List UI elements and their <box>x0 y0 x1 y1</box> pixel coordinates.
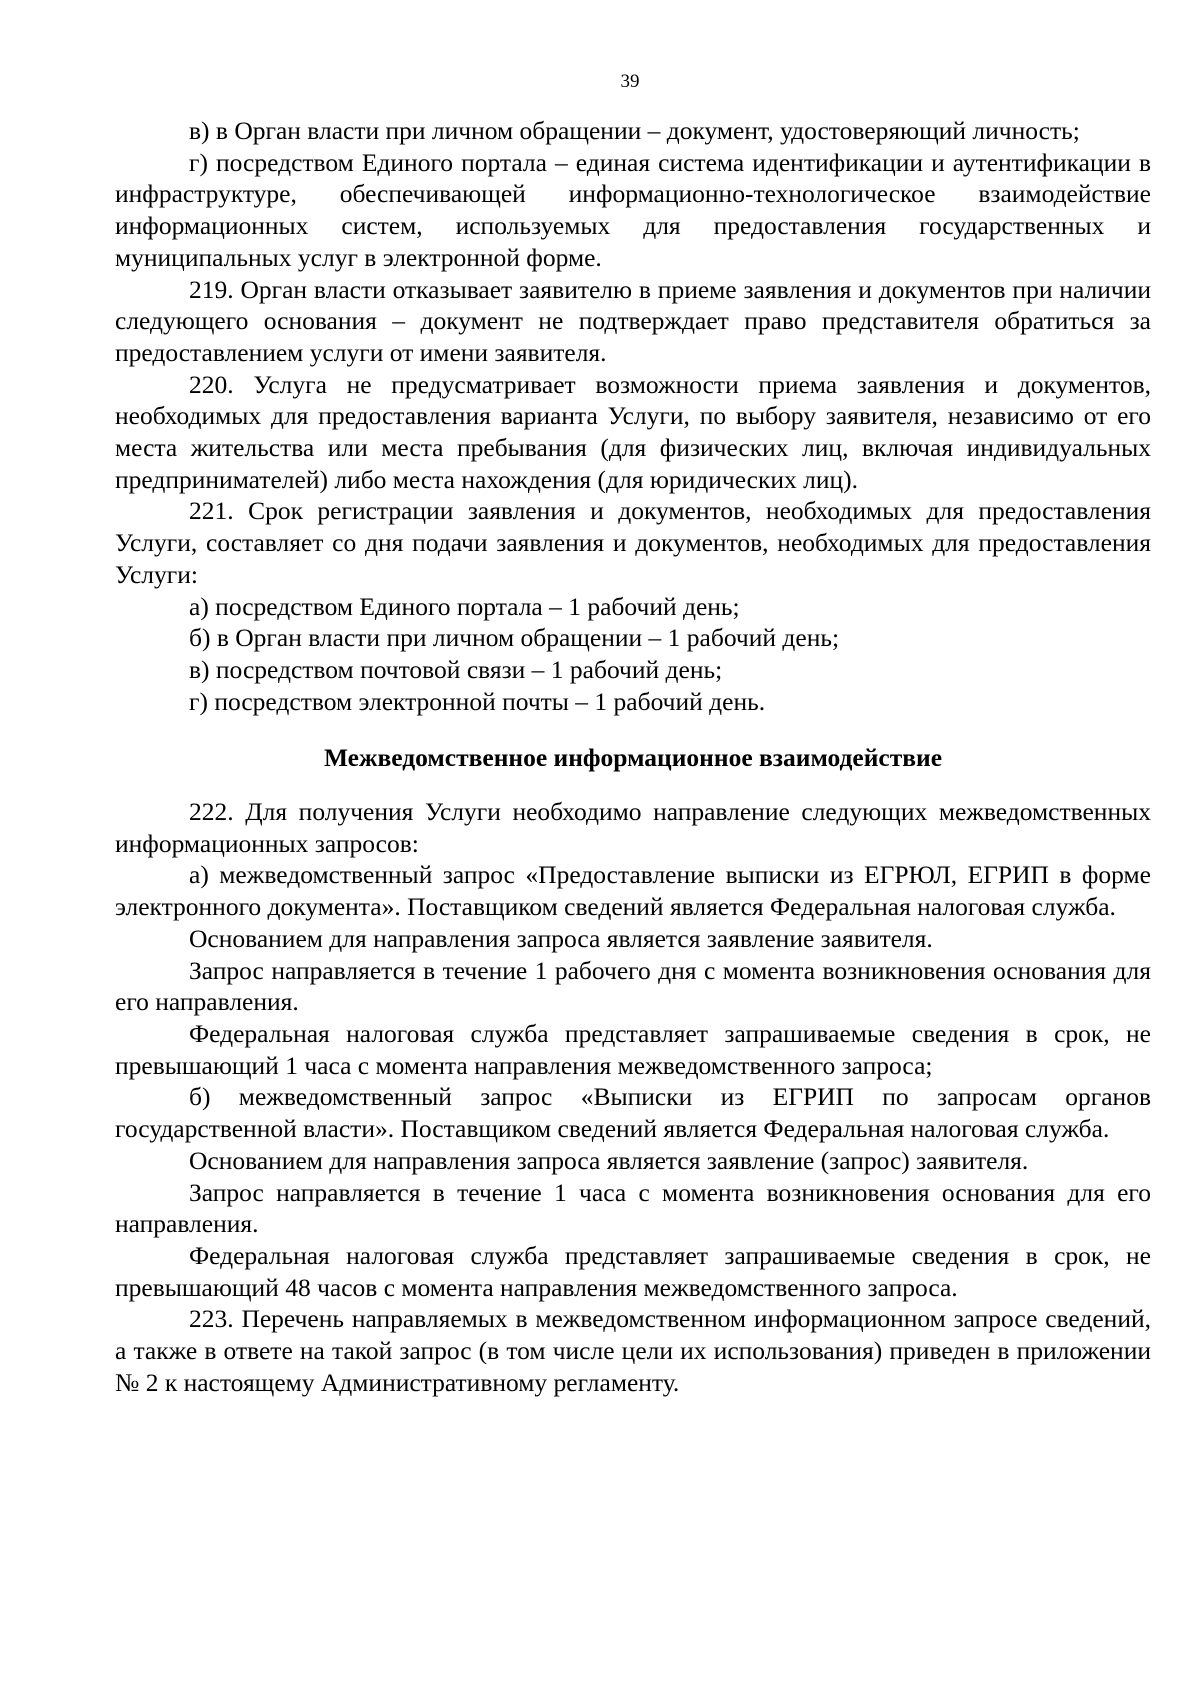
list-item-postal: в) посредством почтовой связи – 1 рабочий день; <box>189 654 723 684</box>
paragraph-request-basis-2: Основанием для направления запроса является заявление (запрос) заявителя. <box>189 1145 1029 1175</box>
paragraph-222-requests: 222. Для получения Услуги необходимо направление следующих межведомственных информационных запросов: <box>115 797 1151 858</box>
paragraph-esia-authentication: г) посредством Единого портала – единая система идентификации и аутентификации в инфраструктуре, обеспечивающей информационно-технологическое взаимодействие информационных систем, используемых для предоставления государственных и муниципальных услуг в электронной форме. <box>115 147 1151 272</box>
paragraph-request-egrip-authorities: б) межведомственный запрос «Выписки из ЕГРИП по запросам органов государственной власти». Поставщиком сведений является Федеральная налоговая служба. <box>115 1082 1151 1144</box>
list-item-portal: а) посредством Единого портала – 1 рабочий день; <box>189 591 740 621</box>
paragraph-request-timing: Запрос направляется в течение 1 рабочего дня с момента возникновения основания для его направления. <box>115 955 1151 1017</box>
page-number: 39 <box>620 71 640 92</box>
section-heading: Межведомственное информационное взаимодействие <box>323 743 943 773</box>
paragraph-219-refusal: 219. Орган власти отказывает заявителю в приеме заявления и документов при наличии следующего основания – документ не подтверждает право представителя обратиться за предоставлением услуги от имени заявителя. <box>115 274 1151 367</box>
list-item-personal-visit: б) в Орган власти при личном обращении – 1 рабочий день; <box>189 623 840 653</box>
paragraph-221-registration-term: 221. Срок регистрации заявления и документов, необходимых для предоставления Услуги, составляет со дня подачи заявления и документов, необходимых для предоставления Услуги: <box>115 496 1151 589</box>
document-body <box>115 115 1151 1398</box>
paragraph-223-appendix: 223. Перечень направляемых в межведомственном информационном запросе сведений, а также в ответе на такой запрос (в том числе цели их использования) приведен в приложении № 2 к настоящему Административному регламенту. <box>115 1304 1151 1397</box>
paragraph-identity-document: в) в Орган власти при личном обращении – документ, удостоверяющий личность; <box>189 116 1080 145</box>
paragraph-response-timing: Федеральная налоговая служба представляет запрашиваемые сведения в срок, не превышающий 1 часа с момента направления межведомственного запроса; <box>115 1018 1151 1080</box>
list-item-email: г) посредством электронной почты – 1 рабочий день. <box>189 686 766 716</box>
paragraph-220-extraterritorial: 220. Услуга не предусматривает возможности приема заявления и документов, необходимых для предоставления варианта Услуги, по выбору заявителя, независимо от его места жительства или места пребывания (для физических лиц, включая индивидуальных предпринимателей) либо места нахождения (для юридических лиц). <box>115 369 1151 494</box>
paragraph-request-egrul-egrip: а) межведомственный запрос «Предоставление выписки из ЕГРЮЛ, ЕГРИП в форме электронного документа». Поставщиком сведений является Федеральная налоговая служба. <box>115 860 1151 922</box>
paragraph-request-timing-2: Запрос направляется в течение 1 часа с момента возникновения основания для его направления. <box>115 1177 1151 1239</box>
paragraph-response-timing-2: Федеральная налоговая служба представляет запрашиваемые сведения в срок, не превышающий 48 часов с момента направления межведомственного запроса. <box>115 1240 1151 1302</box>
paragraph-request-basis: Основанием для направления запроса является заявление заявителя. <box>189 923 933 953</box>
